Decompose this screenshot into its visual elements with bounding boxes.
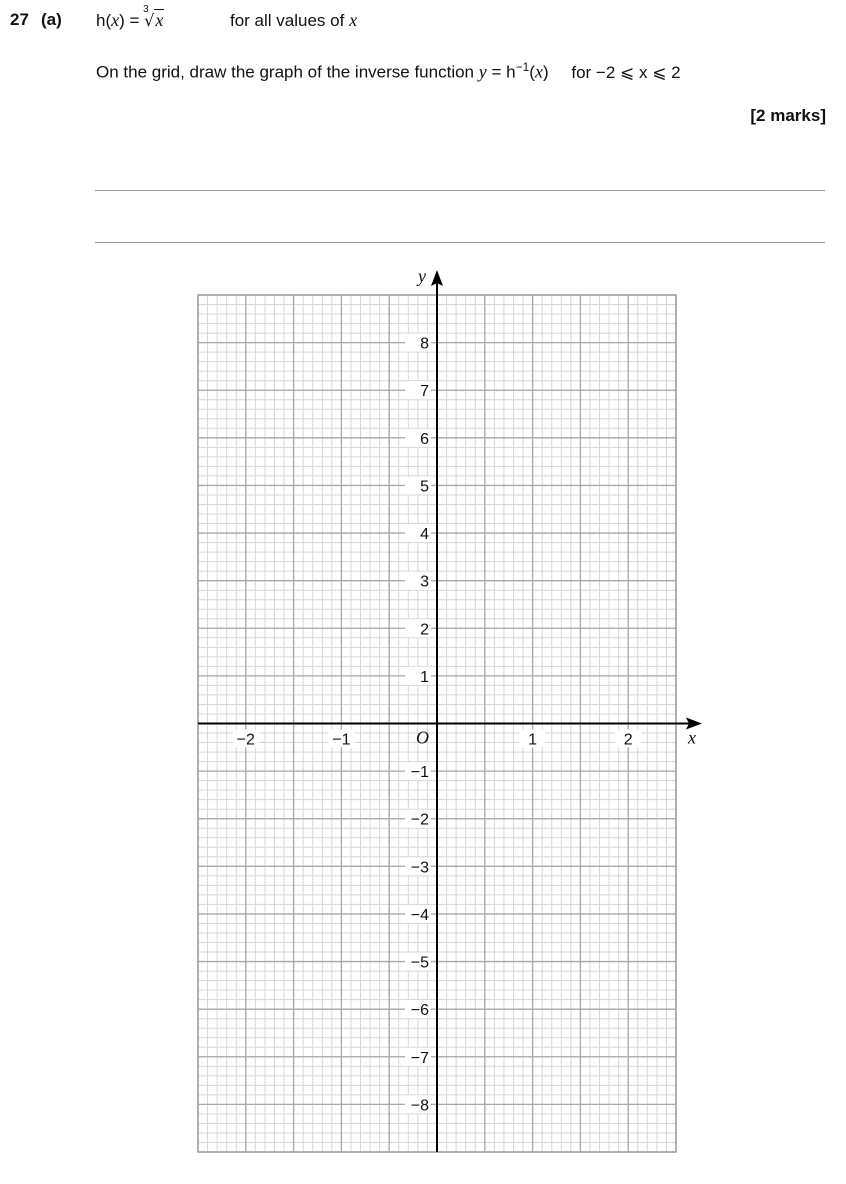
y-tick-label: 5 (420, 478, 429, 496)
y-tick-label: −2 (410, 811, 429, 829)
y-tick-label: −4 (410, 906, 429, 924)
question-part: (a) (41, 10, 62, 29)
origin-label: O (416, 727, 429, 748)
root-index: 3 (143, 4, 149, 15)
y-tick-label: −5 (410, 954, 429, 972)
radical-icon: √ (144, 11, 155, 30)
y-tick-label: 7 (420, 383, 429, 401)
x-tick-label: 2 (623, 731, 633, 749)
marks-label: [2 marks] (750, 106, 826, 125)
y-tick-label: −6 (410, 1002, 429, 1020)
x-tick-label: −1 (332, 731, 351, 749)
x-tick-label: −2 (236, 731, 255, 749)
instruction: On the grid, draw the graph of the inverse function $y = h^{-1}(x)$ for −2 ⩽ x ⩽ 2 (96, 60, 681, 82)
y-axis-label: y (418, 266, 426, 286)
y-tick-label: 2 (420, 621, 429, 639)
function-lhs: h( (96, 11, 112, 30)
y-tick-label: 1 (420, 668, 429, 686)
y-tick-label: 6 (420, 430, 429, 448)
x-axis-label: x (688, 727, 696, 748)
function-var: x (111, 10, 120, 30)
y-tick-label: 4 (420, 526, 429, 544)
y-tick-label: 8 (420, 335, 429, 353)
root-var: x (155, 10, 164, 30)
y-tick-label: −8 (410, 1097, 429, 1115)
y-tick-label: −7 (410, 1049, 429, 1067)
y-tick-label: −3 (410, 859, 429, 877)
instruction-range: for −2 ⩽ x ⩽ 2 (571, 62, 681, 82)
domain-text: for all values of x (230, 10, 358, 30)
y-tick-label: 3 (420, 573, 429, 591)
function-mid: ) = (119, 11, 145, 30)
x-tick-label: 1 (528, 731, 538, 749)
y-tick-label: −1 (410, 764, 429, 782)
question-number: 27 (10, 10, 29, 29)
